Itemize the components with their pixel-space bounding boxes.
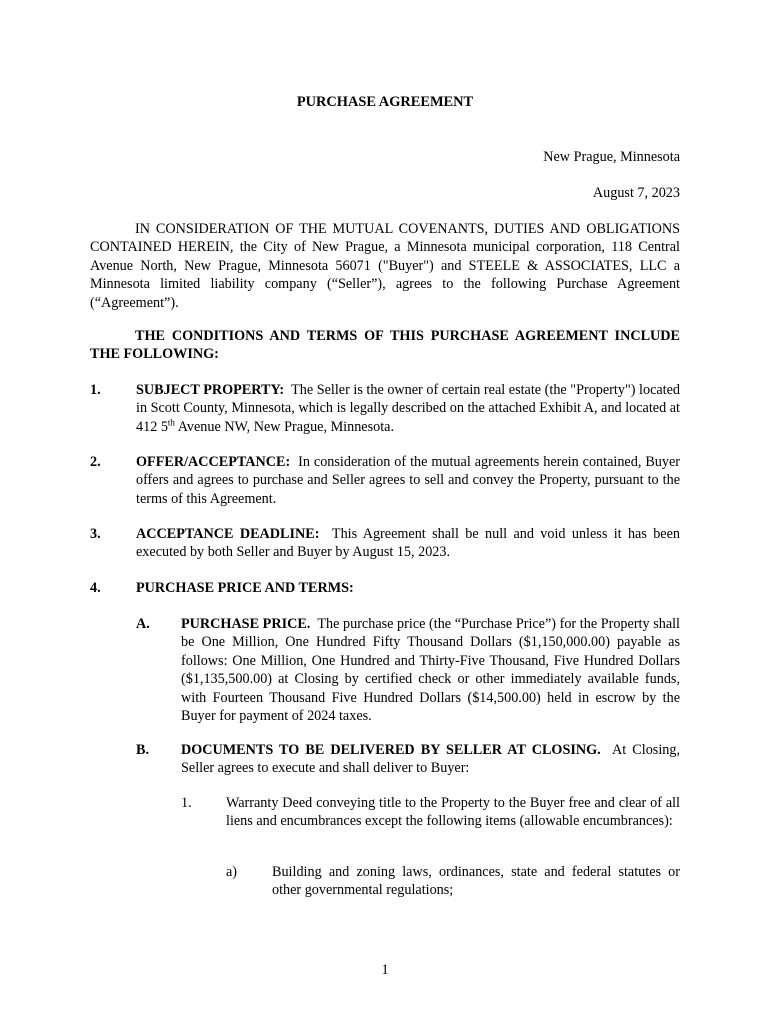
subsection-b-text: At Closing, Seller agrees to execute and shall deliver to Buyer: bbox=[181, 742, 680, 777]
section-1-sup: th bbox=[167, 417, 175, 428]
section-2-heading: OFFER/ACCEPTANCE: bbox=[136, 454, 291, 470]
section-1-body bbox=[136, 381, 680, 436]
preamble-text: IN CONSIDERATION OF THE MUTUAL COVENANTS, DUTIES AND OBLIGATIONS CONTAINED HEREIN, the City of New Prague, a Minnesota municipal corporation, 118 Central Avenue North, New Prague, Minnesota 56071 ("Buyer") and STEELE & ASSOCIATES, LLC a Minnesota limited liability company (“Seller”), agrees to the following Purchase Agreement (“Agreement”). bbox=[90, 221, 680, 311]
document-place: New Prague, Minnesota bbox=[543, 149, 680, 165]
subsection-a-body bbox=[181, 615, 680, 725]
section-3-body bbox=[136, 525, 680, 562]
section-2-number: 2. bbox=[90, 454, 101, 470]
page-number: 1 bbox=[381, 962, 389, 978]
item-1-text: Warranty Deed conveying title to the Property to the Buyer free and clear of all liens and encumbrances except the following items (allowable encumbrances): bbox=[226, 795, 680, 830]
preamble bbox=[90, 220, 680, 312]
subsection-a-text: The purchase price (the “Purchase Price”) for the Property shall be One Million, One Hundred Fifty Thousand Dollars ($1,150,000.00) payable as follows: One Million, One Hundred and Thirty-Five Thousand, Five Hundred Dollars ($1,135,500.00) at Closing by certified check or other immediately available funds, with Fourteen Thousand Five Hundred Dollars ($14,500.00) held in escrow by the Buyer for payment of 2024 taxes. bbox=[181, 616, 681, 725]
subsection-a-letter: A. bbox=[136, 616, 150, 632]
item-a-text: Building and zoning laws, ordinances, state and federal statutes or other governmental regulations; bbox=[272, 864, 680, 899]
item-1-number: 1. bbox=[181, 795, 192, 811]
conditions-heading: THE CONDITIONS AND TERMS OF THIS PURCHASE AGREEMENT INCLUDE THE FOLLOWING: bbox=[90, 328, 680, 363]
section-1-heading: SUBJECT PROPERTY: bbox=[136, 382, 285, 398]
section-4-number: 4. bbox=[90, 580, 101, 596]
section-4-heading: PURCHASE PRICE AND TERMS: bbox=[136, 580, 354, 596]
section-1-text-a: The Seller is the owner of certain real estate (the "Property") located in Scott County, Minnesota, which is legally described on the attached Exhibit A, and located at 412 5 bbox=[136, 382, 681, 435]
section-1-text-b: Avenue NW, New Prague, Minnesota. bbox=[174, 418, 395, 435]
section-2-text: In consideration of the mutual agreements herein contained, Buyer offers and agrees to purchase and Seller agrees to sell and convey the Property, pursuant to the terms of this Agreement. bbox=[136, 454, 680, 507]
document-date: August 7, 2023 bbox=[592, 185, 680, 201]
section-1-number: 1. bbox=[90, 382, 101, 398]
subsection-b-body bbox=[181, 741, 680, 778]
subsection-b-heading: DOCUMENTS TO BE DELIVERED BY SELLER AT CLOSING. bbox=[181, 742, 601, 758]
section-3-number: 3. bbox=[90, 526, 101, 542]
document-title: PURCHASE AGREEMENT bbox=[296, 94, 474, 110]
subsection-a-heading: PURCHASE PRICE. bbox=[181, 616, 311, 632]
section-2-body bbox=[136, 453, 680, 508]
item-a-letter: a) bbox=[226, 864, 238, 880]
section-3-text: This Agreement shall be null and void unless it has been executed by both Seller and Buyer by August 15, 2023. bbox=[136, 526, 680, 561]
subsection-b-letter: B. bbox=[136, 742, 150, 758]
section-3-heading: ACCEPTANCE DEADLINE: bbox=[136, 526, 320, 542]
